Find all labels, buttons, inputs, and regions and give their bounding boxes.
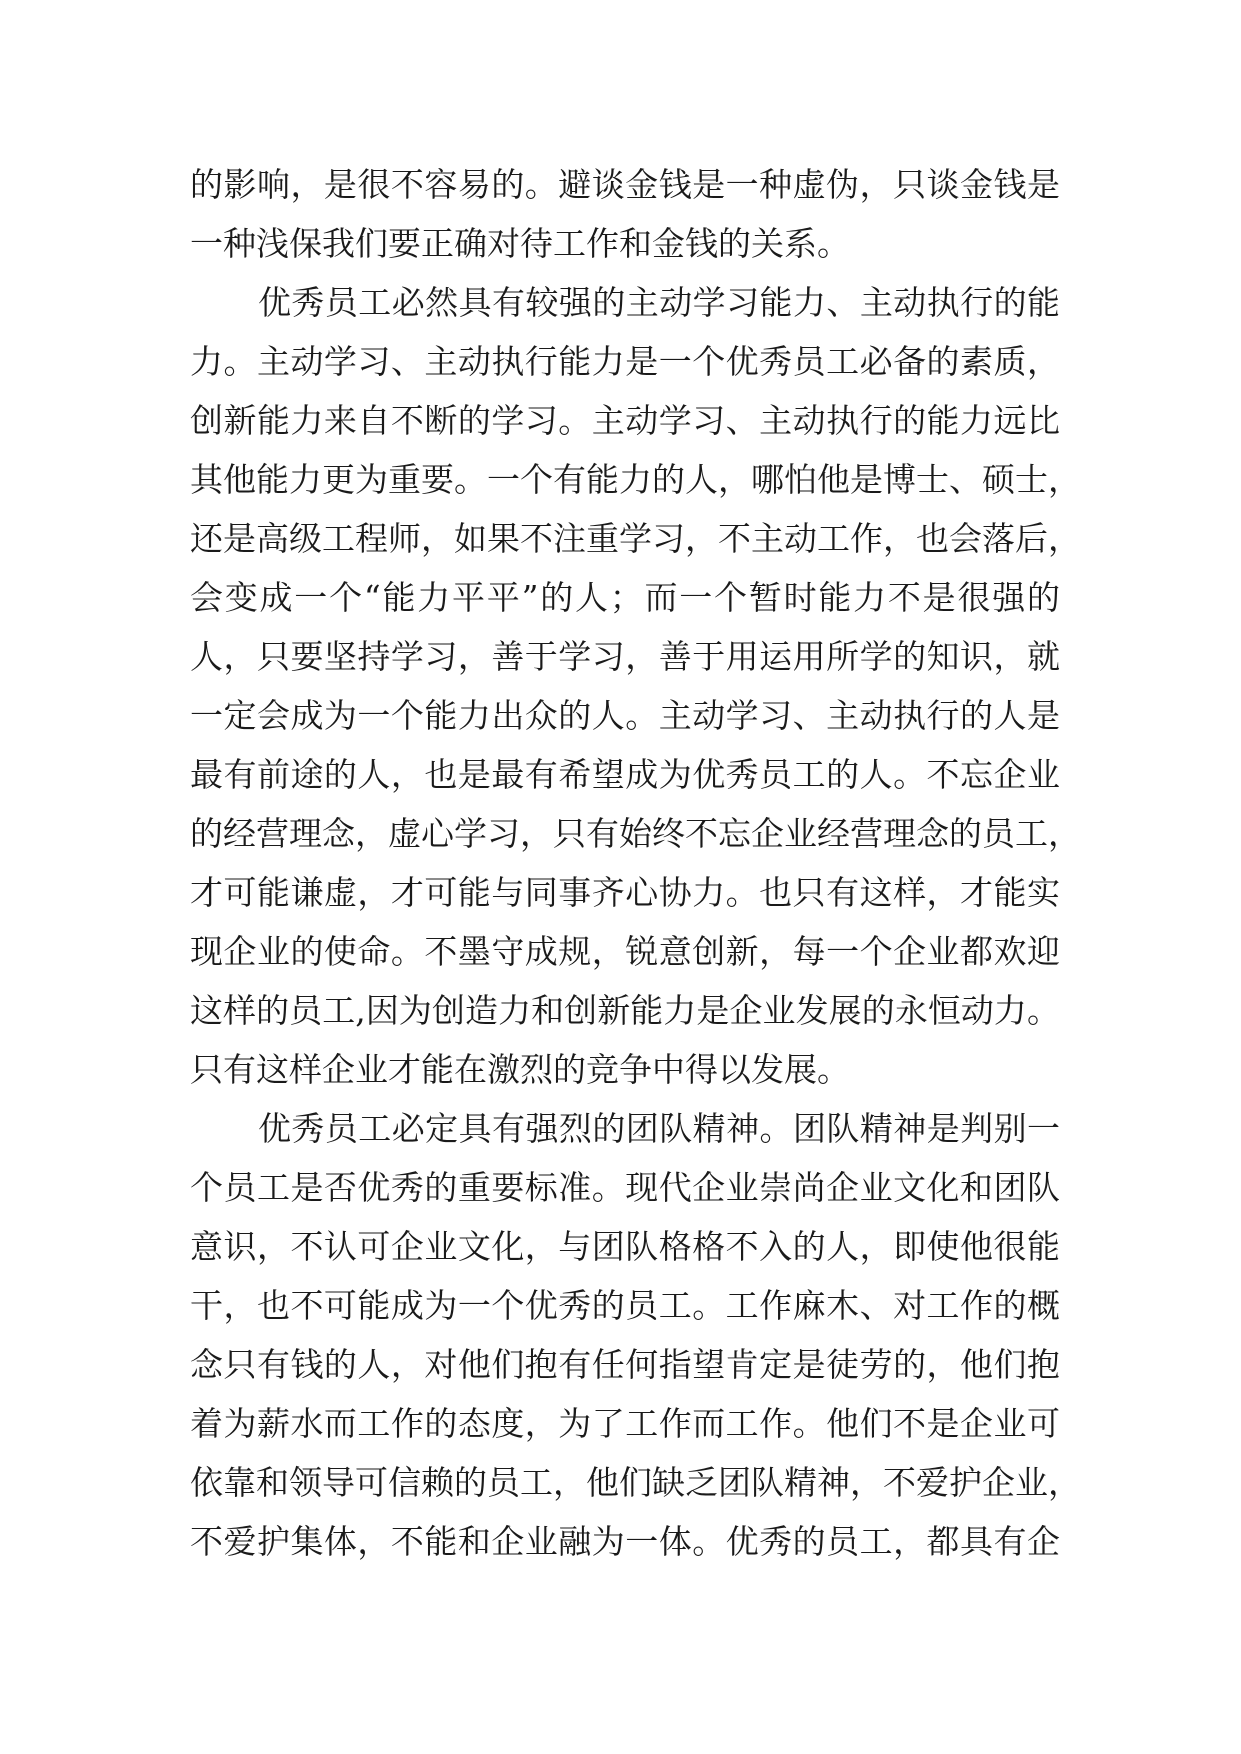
- text-line: 一定会成为一个能力出众的人。主动学习、主动执行的人是: [190, 696, 1060, 735]
- text-line: 的经营理念，虚心学习，只有始终不忘企业经营理念的员工，: [190, 814, 1081, 853]
- text-line: 最有前途的人，也是最有希望成为优秀员工的人。不忘企业: [190, 755, 1060, 794]
- text-line: 创新能力来自不断的学习。主动学习、主动执行的能力远比: [190, 401, 1060, 440]
- text-line: 不爱护集体，不能和企业融为一体。优秀的员工，都具有企: [190, 1522, 1060, 1561]
- text-line: 优秀员工必然具有较强的主动学习能力、主动执行的能: [258, 283, 1060, 322]
- text-line: 会变成一个“能力平平”的人；而一个暂时能力不是很强的: [190, 578, 1060, 617]
- text-line: 一种浅保我们要正确对待工作和金钱的关系。: [190, 224, 850, 263]
- text-line: 个员工是否优秀的重要标准。现代企业崇尚企业文化和团队: [190, 1168, 1060, 1207]
- text-line: 才可能谦虚，才可能与同事齐心协力。也只有这样，才能实: [190, 873, 1060, 912]
- text-line: 的影响，是很不容易的。避谈金钱是一种虚伪，只谈金钱是: [190, 165, 1060, 204]
- text-line: 只有这样企业才能在激烈的竞争中得以发展。: [190, 1050, 850, 1089]
- text-line: 意识，不认可企业文化，与团队格格不入的人，即使他很能: [190, 1227, 1060, 1266]
- text-line: 这样的员工,因为创造力和创新能力是企业发展的永恒动力。: [190, 991, 1060, 1030]
- text-line: 依靠和领导可信赖的员工，他们缺乏团队精神，不爱护企业，: [190, 1463, 1081, 1502]
- text-line: 还是高级工程师，如果不注重学习，不主动工作，也会落后，: [190, 519, 1081, 558]
- paragraph-1: [190, 155, 1060, 273]
- text-line: 其他能力更为重要。一个有能力的人，哪怕他是博士、硕士，: [190, 460, 1081, 499]
- text-line: 干，也不可能成为一个优秀的员工。工作麻木、对工作的概: [190, 1286, 1060, 1325]
- text-line: 着为薪水而工作的态度，为了工作而工作。他们不是企业可: [190, 1404, 1060, 1443]
- text-line: 优秀员工必定具有强烈的团队精神。团队精神是判别一: [258, 1109, 1060, 1148]
- text-line: 现企业的使命。不墨守成规，锐意创新，每一个企业都欢迎: [190, 932, 1060, 971]
- text-line: 人，只要坚持学习，善于学习，善于用运用所学的知识，就: [190, 637, 1060, 676]
- paragraph-2: [190, 273, 1081, 1099]
- text-line: 力。主动学习、主动执行能力是一个优秀员工必备的素质，: [190, 342, 1060, 381]
- paragraph-3: [190, 1099, 1081, 1571]
- document-body: [190, 155, 1081, 1571]
- text-line: 念只有钱的人，对他们抱有任何指望肯定是徒劳的，他们抱: [190, 1345, 1060, 1384]
